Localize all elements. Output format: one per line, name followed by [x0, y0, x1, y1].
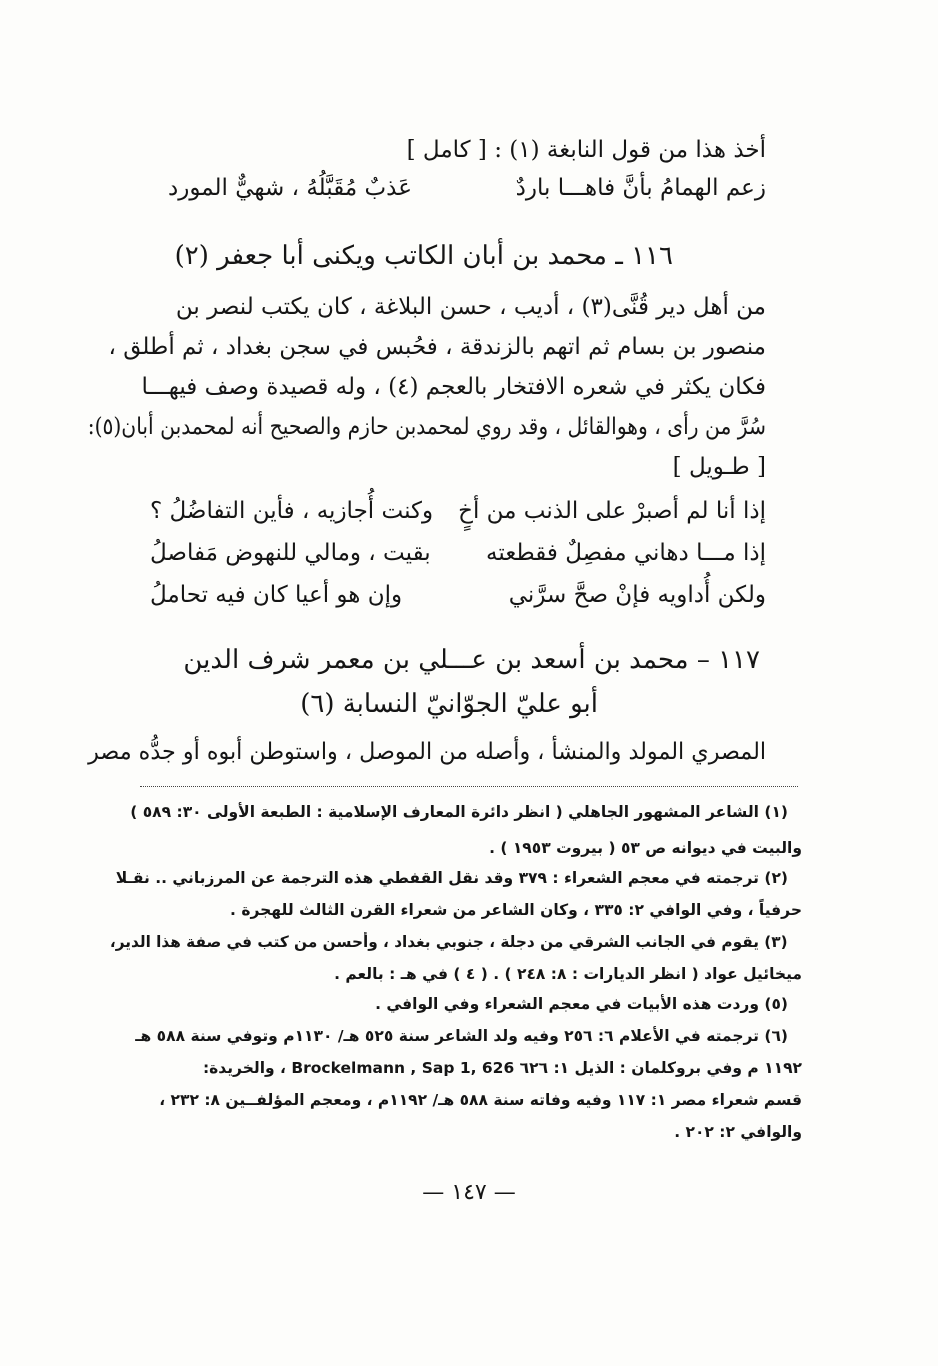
intro-verse-first-hemistich: زعم الهمامُ بأنَّ فاهـــا باردٌ	[515, 175, 766, 201]
footnote-line: قسم شعراء مصر ١: ١١٧ وفيه وفاته سنة ٥٨٨ هـ/ ١١٩٢م ، ومعجم المؤلفــين ٨: ٢٣٢ ،	[159, 1091, 802, 1109]
footnote-line: والبيت في ديوانه ص ٥٣ ( بيروت ١٩٥٣ ) .	[489, 839, 802, 857]
footnote-line: (٥) وردت هذه الأبيات في معجم الشعراء وفي الوافي .	[375, 995, 788, 1013]
verse-3-second: وإن هو أعيا كان فيه تحاملُ	[150, 582, 403, 608]
verse-2-second: بقيت ، ومالي للنهوض مَفاصلُ	[150, 540, 431, 566]
verse-3-first: ولكن أُداويه فإنْ صحَّ سرَّني	[508, 582, 766, 608]
verse-2-first: إذا مـــا دهاني مفصِلٌ فقطعته	[486, 540, 766, 566]
entry-117-line-1: المصري المولد والمنشأ ، وأصله من الموصل ، واستوطن أبوه أو جدُّه مصر	[88, 739, 766, 765]
verse-1-second: وكنت أُجازيه ، فأين التفاضُلُ ؟	[150, 498, 434, 524]
intro-line: أخذ هذا من قول النابغة (١) : [ كامل ]	[406, 137, 766, 163]
footnote-line: ميخائيل عواد ( انظر الديارات : ٨: ٢٤٨ ) . ( ٤ ) في هـ : بالعم .	[334, 965, 802, 983]
entry-116-line-1: من أهل دير قُنَّى(٣) ، أديب ، حسن البلاغة ، كان يكتب لنصر بن	[175, 294, 766, 320]
entry-117-heading-line-2: أبو عليّ الجوّانيّ النسابة (٦)	[300, 689, 598, 719]
page-number: — ١٤٧ —	[422, 1180, 516, 1205]
verse-1-first: إذا أنا لم أصبرْ على الذنب من أخٍ	[458, 498, 766, 524]
entry-116-heading: ١١٦ ـ محمد بن أبان الكاتب ويكنى أبا جعفر (٢)	[174, 241, 673, 271]
intro-verse-second-hemistich: عَذبٌ مُقَبَّلُهُ ، شهيٌّ المورد	[168, 175, 412, 201]
footnote-line: (٢) ترجمته في معجم الشعراء : ٣٧٩ وقد نقل القفطي هذه الترجمة عن المرزباني .. نقـلا	[115, 869, 788, 887]
entry-116-line-4: سُرَّ من رأى ، وهوالقائل ، وقد روي لمحمدبن حازم والصحيح أنه لمحمدبن أبان(٥):	[87, 414, 766, 440]
footnote-line: (٦) ترجمته في الأعلام ٦: ٢٥٦ وفيه ولد الشاعر سنة ٥٢٥ هـ/ ١١٣٠م وتوفي سنة ٥٨٨ هـ	[135, 1027, 788, 1045]
entry-116-line-2: منصور بن بسام ثم اتهم بالزندقة ، فحُبس في سجن بغداد ، ثم أطلق ،	[108, 334, 766, 360]
meter-label: [ طـويل ]	[672, 454, 766, 480]
footnote-line: (٣) يقوم في الجانب الشرقي من دجلة ، جنوبي بغداد ، وأحسن من كتب في صفة هذا الدير،	[110, 933, 788, 951]
footnote-line: ١١٩٢ م وفي بروكلمان : الذيل ١: ٦٢٦ Brockelmann , Sap 1, 626 ، والخريدة:	[202, 1059, 802, 1077]
entry-116-line-3: فكان يكثر في شعره الافتخار بالعجم (٤) ، وله قصيدة وصف فيهـــا	[141, 374, 766, 400]
footnote-line: والوافي ٢: ٢٠٢ .	[674, 1123, 802, 1141]
footnote-divider	[140, 786, 798, 787]
footnote-line: (١) الشاعر المشهور الجاهلي ( انظر دائرة المعارف الإسلامية : الطبعة الأولى ٣٠: ٥٨٩ )	[130, 803, 788, 821]
footnote-line: حرفياً ، وفي الوافي ٢: ٣٣٥ ، وكان الشاعر من شعراء القرن الثالث للهجرة .	[230, 901, 802, 919]
entry-117-heading-line-1: ١١٧ – محمد بن أسعد بن عـــلي بن معمر شرف الدين	[183, 645, 760, 675]
